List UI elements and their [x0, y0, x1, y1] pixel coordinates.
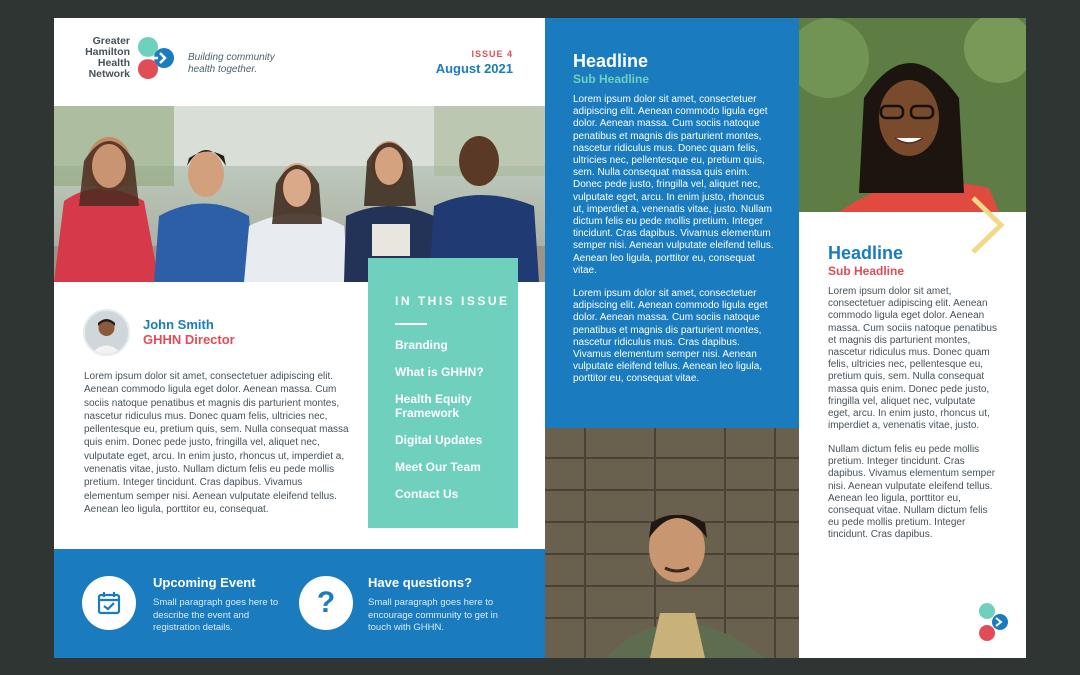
divider: [395, 323, 427, 325]
calendar-icon: [82, 576, 136, 630]
questions-text: Small paragraph goes here to encourage community to get in touch with GHHN.: [368, 597, 498, 633]
article-one-subheadline: Sub Headline: [573, 72, 650, 86]
article-one-paragraph-2: Lorem ipsum dolor sit amet, consectetuer adipiscing elit. Aenean commodo ligula eget dolor. Aenean massa. Cum sociis natoque penatibus et magnis dis parturient montes, nascetur ridiculus mus. Cras dapibus. Vivamus elementum semper nisi. Aenean vulputate eleifend tellus. Aenean leo ligula, porttitor eu, consequat vitae.: [573, 288, 768, 385]
issue-number: ISSUE 4: [471, 49, 513, 59]
article-two-paragraph-1: Lorem ipsum dolor sit amet, consectetuer adipiscing elit. Aenean commodo ligula eget dolor. Aenean massa. Cum sociis natoque penatibus et magnis dis parturient montes, nascetur ridiculus mus. Donec quam felis, ultricies nec, pellentesque eu, pretium quis, sem. Nulla consequat massa quis enim. Donec pede justo, fringilla vel, aliquet nec, vulputate eget, arcu. In enim justo, rhoncus ut, imperdiet a, venenatis vitae, justo.: [828, 286, 997, 432]
in-this-issue-title: IN THIS ISSUE: [395, 294, 510, 308]
logo-line: Network: [88, 68, 130, 80]
article-one-block: [545, 18, 799, 428]
tagline: Building community health together.: [188, 52, 275, 75]
article-one-headline: Headline: [573, 51, 649, 71]
woman-portrait-illustration: [799, 18, 1026, 212]
group-photo: [54, 106, 545, 282]
logo-mark-icon: [134, 36, 178, 80]
issue-link-digital-updates[interactable]: Digital Updates: [395, 433, 483, 447]
upcoming-event-text: Small paragraph goes here to describe the event and registration details.: [153, 597, 279, 633]
newsletter-left-page: [54, 18, 545, 658]
in-this-issue-panel: [368, 258, 518, 528]
issue-contents-list: [395, 338, 510, 514]
director-avatar: [83, 309, 130, 356]
man-portrait-illustration: [545, 428, 799, 658]
question-glyph: ?: [316, 586, 336, 619]
director-portrait: [85, 311, 128, 354]
questions-title: Have questions?: [368, 575, 473, 590]
logo-wordmark: [84, 36, 130, 80]
director-name: John Smith: [143, 317, 214, 332]
upcoming-event-title: Upcoming Event: [153, 575, 256, 590]
footer-logo-mark-icon: [976, 602, 1010, 642]
calendar-check-glyph: [96, 590, 122, 616]
newsletter-right-page: [545, 18, 1026, 658]
issue-info: [436, 49, 513, 76]
director-message: Lorem ipsum dolor sit amet, consectetuer adipiscing elit. Aenean commodo ligula eget dolor. Aenean massa. Cum sociis natoque penatibus et magnis dis parturient montes, nascetur ridiculus mus. Donec quam felis, ultricies nec, pellentesque eu, pretium quis, sem. Nulla consequat massa quis enim. Donec pede justo, fringilla vel, aliquet nec, vulputate eget, arcu. In enim justo, rhoncus ut, imperdiet a, venenatis vitae, justo. Nullam dictum felis eu pede mollis pretium. Integer tincidunt. Cras dapibus. Vivamus elementum semper nisi. Aenean vulputate eleifend tellus. Aenean leo ligula, porttitor eu, consequat.: [84, 371, 349, 515]
issue-link-meet-our-team[interactable]: Meet Our Team: [395, 460, 481, 474]
logo-line: Hamilton: [85, 46, 130, 58]
issue-date: August 2021: [435, 61, 513, 76]
logo-line: Greater: [92, 35, 130, 47]
group-photo-illustration: [54, 106, 545, 282]
woman-portrait-photo: [799, 18, 1026, 212]
issue-link-health-equity-framework[interactable]: Health Equity Framework: [395, 392, 472, 420]
issue-link-branding[interactable]: Branding: [395, 338, 448, 352]
director-role: GHHN Director: [143, 332, 235, 347]
article-two-headline: Headline: [828, 243, 904, 263]
logo-line: Health: [97, 57, 130, 69]
article-two-subheadline: Sub Headline: [828, 264, 905, 278]
article-two-paragraph-2: Nullam dictum felis eu pede mollis pretium. Integer tincidunt. Cras dapibus. Vivamus elementum semper nisi. Aenean vulputate eleifend tellus. Aenean leo ligula, porttitor eu, consequat vitae. Nullam dictum felis eu pede mollis pretium. Integer tincidunt. Cras dapibus.: [828, 444, 996, 541]
issue-link-contact-us[interactable]: Contact Us: [395, 487, 459, 501]
ghhn-logo: [84, 36, 178, 80]
article-one-paragraph-1: Lorem ipsum dolor sit amet, consectetuer adipiscing elit. Aenean commodo ligula eget dolor. Aenean massa. Cum sociis natoque penatibus et magnis dis parturient montes, nascetur ridiculus mus. Donec quam felis, ultricies nec, pellentesque eu, pretium quis, sem. Nulla consequat massa quis enim. Donec pede justo, fringilla vel, aliquet nec, vulputate eget, arcu. In enim justo, rhoncus ut, imperdiet a, venenatis vitae, justo. Nullam dictum felis eu pede mollis pretium. Integer tincidunt. Cras dapibus. Vivamus elementum semper nisi. Aenean vulputate eleifend tellus. Aenean leo ligula, porttitor eu, consequat vitae.: [573, 94, 774, 276]
bottom-info-band: [54, 549, 545, 658]
man-portrait-photo: [545, 428, 799, 658]
question-mark-icon: [299, 576, 353, 630]
chevron-right-icon: [967, 194, 1007, 256]
issue-link-what-is-ghhn[interactable]: What is GHHN?: [395, 365, 484, 379]
